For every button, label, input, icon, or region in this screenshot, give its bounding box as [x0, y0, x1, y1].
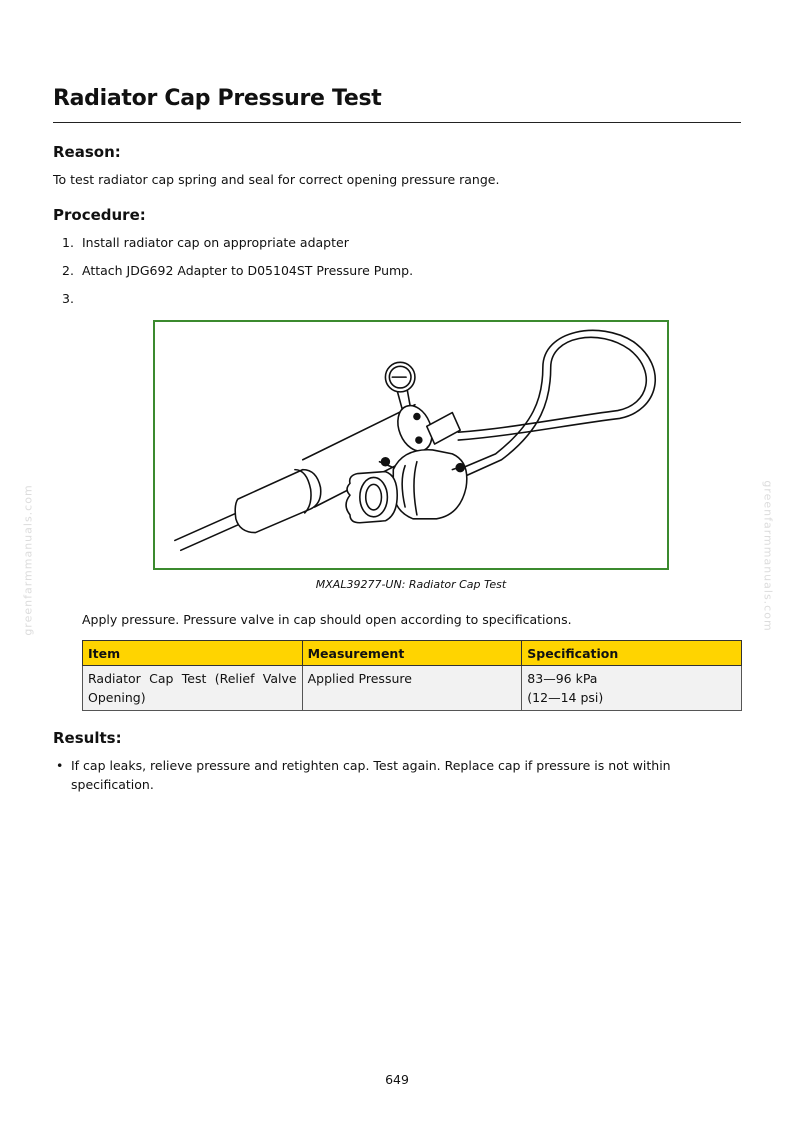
title-divider [53, 122, 741, 123]
results-heading: Results: [53, 729, 122, 747]
apply-pressure-text: Apply pressure. Pressure valve in cap should open according to specifications. [82, 612, 572, 627]
procedure-step-2 [62, 263, 413, 278]
page-title: Radiator Cap Pressure Test [53, 86, 382, 111]
cell-item: Radiator Cap Test (Relief Valve Opening) [83, 666, 303, 711]
reason-text: To test radiator cap spring and seal for correct opening pressure range. [53, 172, 500, 187]
watermark-right: greenfarmmanuals.com [761, 480, 775, 632]
procedure-step-3 [62, 291, 82, 306]
step-number: 3. [62, 291, 74, 306]
step-number: 1. [62, 235, 74, 250]
reason-heading: Reason: [53, 143, 121, 161]
radiator-cap-test-figure [153, 320, 669, 570]
spec-imperial: (12—14 psi) [527, 690, 604, 705]
spec-metric: 83—96 kPa [527, 671, 598, 686]
procedure-heading: Procedure: [53, 206, 146, 224]
list-item [56, 756, 716, 794]
cell-specification [522, 666, 742, 711]
result-text: If cap leaks, relieve pressure and retighten cap. Test again. Replace cap if pressure is not within specification. [71, 758, 671, 792]
step-text: Attach JDG692 Adapter to D05104ST Pressure Pump. [82, 263, 414, 278]
watermark-left: greenfarmmanuals.com [21, 484, 35, 636]
table-header-row [83, 641, 742, 666]
column-header-specification: Specification [522, 641, 742, 666]
procedure-step-1 [62, 235, 349, 250]
results-list [56, 756, 716, 794]
column-header-measurement: Measurement [302, 641, 522, 666]
step-text: Install radiator cap on appropriate adapter [82, 235, 349, 250]
specification-table [82, 640, 742, 711]
page-number: 649 [385, 1072, 409, 1087]
cell-measurement: Applied Pressure [302, 666, 522, 711]
bullet-icon: • [56, 758, 64, 773]
step-number: 2. [62, 263, 74, 278]
column-header-item: Item [83, 641, 303, 666]
figure-caption: MXAL39277-UN: Radiator Cap Test [315, 578, 507, 591]
pressure-pump-illustration [155, 322, 667, 568]
table-row [83, 666, 742, 711]
